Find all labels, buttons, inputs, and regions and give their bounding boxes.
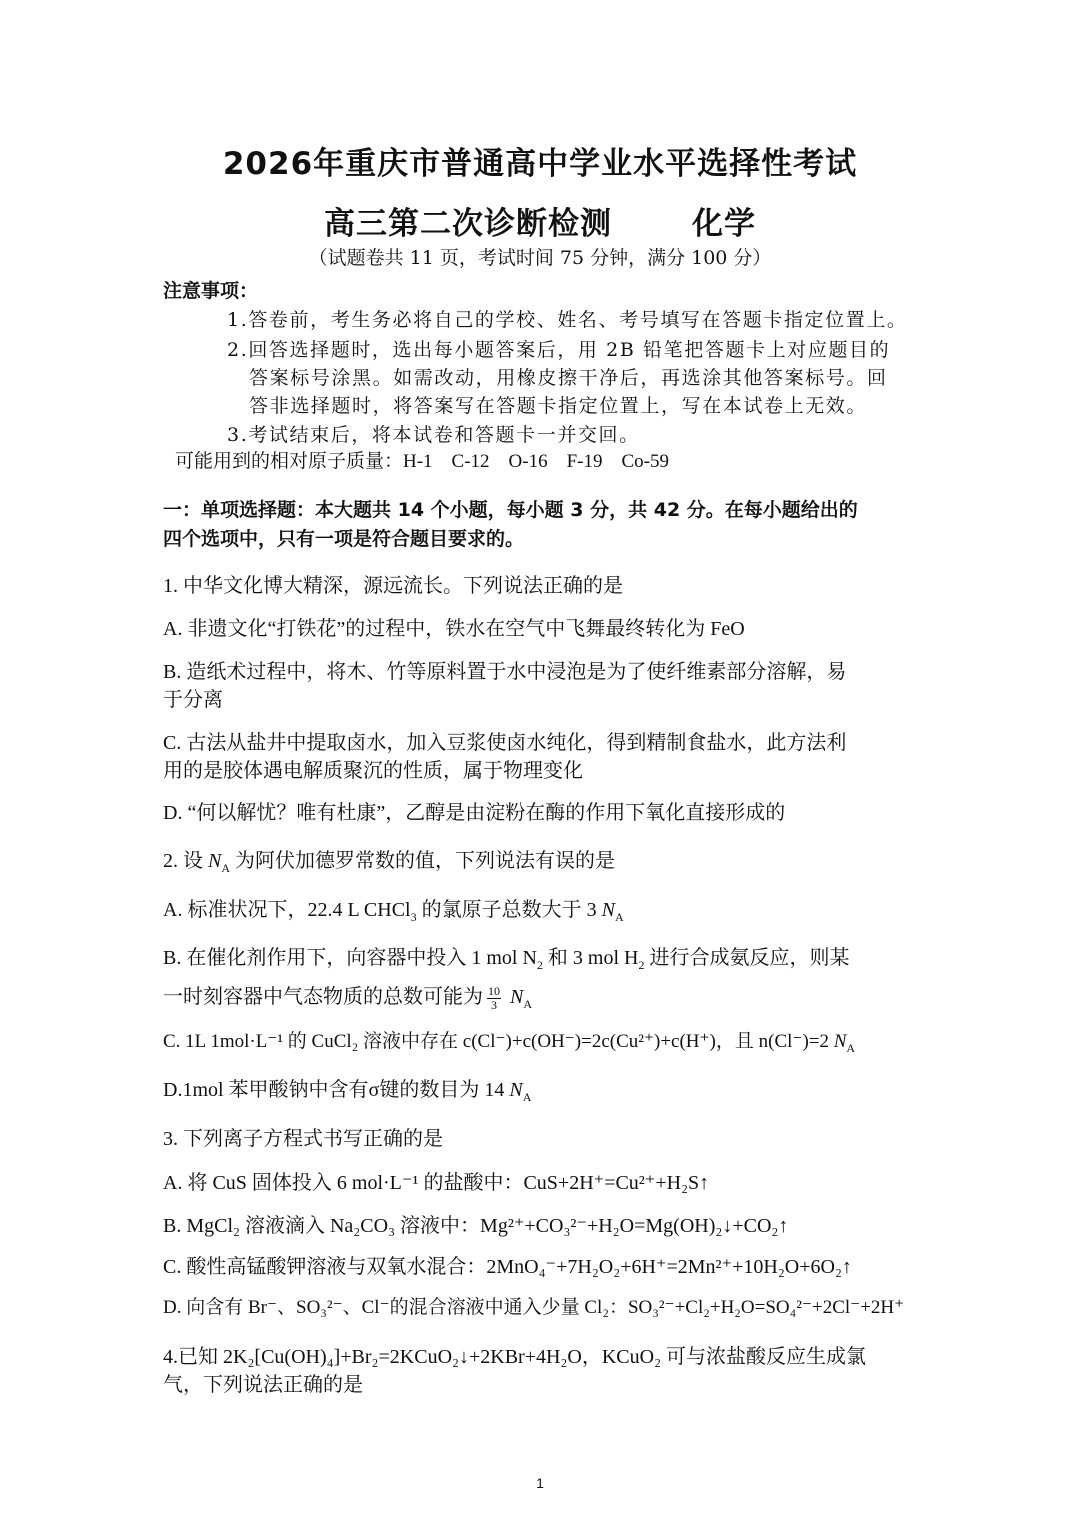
q3-option-d: D. 向含有 Br⁻、SO₃²⁻、Cl⁻的混合溶液中通入少量 Cl₂：SO₃²⁻+Cl₂+H₂O=SO₄²⁻+2Cl⁻+2H⁺ <box>163 1297 905 1318</box>
atomic-masses: 可能用到的相对原子质量：H-1 C-12 O-16 F-19 Co-59 <box>175 451 669 472</box>
notes-heading: 注意事项： <box>163 280 259 302</box>
q4-stem: 4.已知 2K₂[Cu(OH)₄]+Br₂=2KCuO₂↓+2KBr+4H₂O，KCuO₂ 可与浓盐酸反应生成氯 <box>163 1346 867 1368</box>
exam-subject: 化学 <box>692 206 756 242</box>
note-item-3: 3.考试结束后，将本试卷和答题卡一并交回。 <box>227 424 640 446</box>
q1-option-b: B. 造纸术过程中，将木、竹等原料置于水中浸泡是为了使纤维素部分溶解，易 <box>163 661 847 683</box>
q1-option-b-cont: 于分离 <box>163 689 223 711</box>
section-heading-line-2: 四个选项中，只有一项是符合题目要求的。 <box>163 528 525 550</box>
q2-option-a: A. 标准状况下，22.4 L CHCl$_3$ 的氯原子总数大于 3 $N_A$ <box>163 899 624 924</box>
q3-option-c: C. 酸性高锰酸钾溶液与双氧水混合：2MnO₄⁻+7H₂O₂+6H⁺=2Mn²⁺+10H₂O+6O₂↑ <box>163 1256 852 1278</box>
note-item-2-cont-2: 答非选择题时，将答案写在答题卡指定位置上，写在本试卷上无效。 <box>249 395 868 417</box>
q3-option-b: B. MgCl₂ 溶液滴入 Na₂CO₃ 溶液中：Mg²⁺+CO₃²⁻+H₂O=Mg(OH)₂↓+CO₂↑ <box>163 1215 789 1237</box>
q2-option-b: B. 在催化剂作用下，向容器中投入 1 mol $N_2$ 和 3 mol $H_2$ 进行合成氨反应，则某 <box>163 947 850 972</box>
fraction-ten-thirds: $\frac{10}{3}$ <box>488 983 500 1012</box>
note-item-1: 1.答卷前，考生务必将自己的学校、姓名、考号填写在答题卡指定位置上。 <box>227 309 908 331</box>
q3-stem: 3. 下列离子方程式书写正确的是 <box>163 1128 443 1150</box>
note-item-2-cont-1: 答案标号涂黑。如需改动，用橡皮擦干净后，再选涂其他答案标号。回 <box>249 367 888 389</box>
exam-subtitle-text: 高三第二次诊断检测 <box>324 206 612 242</box>
exam-info: （试题卷共 11 页，考试时间 75 分钟，满分 100 分） <box>308 247 772 269</box>
q1-option-c-cont: 用的是胶体遇电解质聚沉的性质，属于物理变化 <box>163 760 583 782</box>
q2-stem: 2. 设 $N_A$ 为阿伏加德罗常数的值，下列说法有误的是 <box>163 850 616 875</box>
q3-option-a: A. 将 CuS 固体投入 6 mol·L⁻¹ 的盐酸中：CuS+2H⁺=Cu²⁺+H₂S↑ <box>163 1172 710 1194</box>
q1-option-a: A. 非遗文化“打铁花”的过程中，铁水在空气中飞舞最终转化为 FeO <box>163 618 745 640</box>
q1-option-d: D. “何以解忧？唯有杜康”，乙醇是由淀粉在酶的作用下氧化直接形成的 <box>163 802 786 824</box>
q2-option-c: C. 1L 1mol·L⁻¹ 的 CuCl₂ 溶液中存在 c(Cl⁻)+c(OH⁻)=2c(Cu²⁺)+c(H⁺)，且 n(Cl⁻)=2 $N_A$ <box>163 1031 856 1055</box>
page-number: 1 <box>536 1475 544 1491</box>
section-heading-line-1: 一：单项选择题：本大题共 14 个小题，每小题 3 分，共 42 分。在每小题给出的 <box>163 499 858 521</box>
exam-subtitle <box>0 198 1080 243</box>
q1-stem: 1. 中华文化博大精深，源远流长。下列说法正确的是 <box>163 575 623 597</box>
exam-title: 2026年重庆市普通高中学业水平选择性考试 <box>222 146 858 182</box>
note-item-2: 2.回答选择题时，选出每小题答案后，用 2B 铅笔把答题卡上对应题目的 <box>227 339 891 361</box>
q2-option-b-cont: 一时刻容器中气态物质的总数可能为 $\frac{10}{3}$ $N_A$ <box>163 983 533 1012</box>
q4-stem-cont: 气，下列说法正确的是 <box>163 1374 363 1396</box>
q2-option-d: D.1mol 苯甲酸钠中含有σ键的数目为 14 $N_A$ <box>163 1079 532 1104</box>
q1-option-c: C. 古法从盐井中提取卤水，加入豆浆使卤水纯化，得到精制食盐水，此方法利 <box>163 732 847 754</box>
